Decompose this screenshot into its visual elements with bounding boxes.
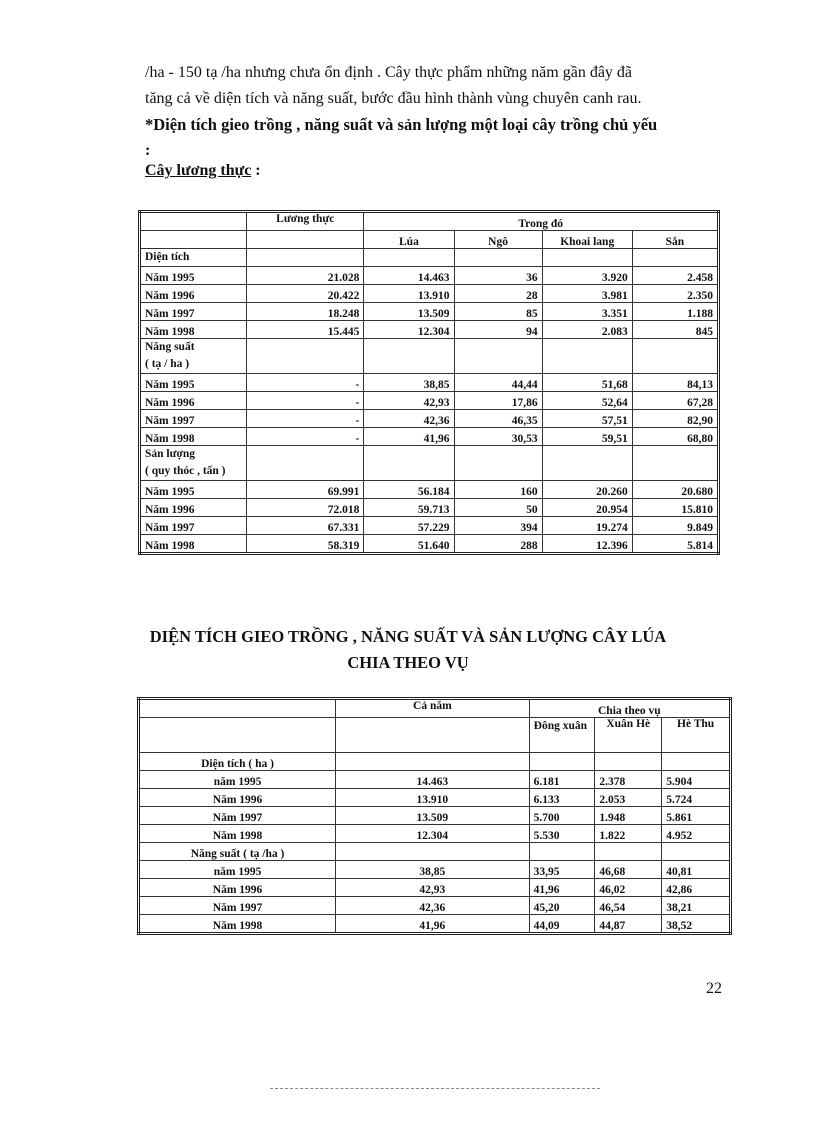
subheader-rice: Lúa — [364, 231, 454, 249]
rice-by-season-table — [137, 697, 732, 935]
value-cell: 40,81 — [662, 861, 731, 879]
value-cell: - — [247, 392, 364, 410]
food-crops-table — [138, 210, 720, 555]
value-cell: 5.530 — [529, 825, 595, 843]
row-label: Năm 1997 — [140, 517, 247, 535]
value-cell: 58.319 — [247, 535, 364, 554]
empty-cell — [247, 446, 364, 481]
table-row — [139, 879, 731, 897]
subheader-winter-spring: Đông xuân — [529, 718, 595, 753]
value-cell: 57,51 — [542, 410, 632, 428]
row-label: Năm 1998 — [139, 825, 336, 843]
row-label: Năm 1996 — [140, 392, 247, 410]
empty-cell — [364, 249, 454, 267]
value-cell: 17,86 — [454, 392, 542, 410]
value-cell: 44,09 — [529, 915, 595, 934]
row-label: Năm 1995 — [140, 481, 247, 499]
empty-cell — [542, 446, 632, 481]
row-label: Năm 1997 — [140, 410, 247, 428]
value-cell: 1.948 — [595, 807, 662, 825]
table-row — [140, 481, 719, 499]
section-row — [140, 339, 719, 374]
empty-cell — [336, 753, 530, 771]
intro-line-2: tăng cả về diện tích và năng suất, bước đầu hình thành vùng chuyên canh rau. — [145, 90, 642, 107]
value-cell: 2.083 — [542, 321, 632, 339]
empty-cell — [662, 843, 731, 861]
value-cell: 46,02 — [595, 879, 662, 897]
row-label: Năm 1995 — [140, 374, 247, 392]
section-title-line: ( tạ / ha ) — [145, 358, 190, 370]
value-cell: 12.396 — [542, 535, 632, 554]
value-cell: 68,80 — [632, 428, 718, 446]
row-label: Năm 1998 — [140, 321, 247, 339]
value-cell: 46,68 — [595, 861, 662, 879]
empty-cell — [454, 339, 542, 374]
empty-cell — [595, 753, 662, 771]
row-label: năm 1995 — [139, 771, 336, 789]
value-cell: 1.188 — [632, 303, 718, 321]
value-cell: 20.260 — [542, 481, 632, 499]
value-cell: 14.463 — [364, 267, 454, 285]
value-cell: - — [247, 428, 364, 446]
section-title-line: Diện tích — [145, 251, 190, 263]
table-row — [139, 771, 731, 789]
value-cell: 85 — [454, 303, 542, 321]
value-cell: 5.700 — [529, 807, 595, 825]
value-cell: 44,87 — [595, 915, 662, 934]
value-cell: 41,96 — [529, 879, 595, 897]
subheader-empty — [140, 231, 247, 249]
row-label: Năm 1996 — [139, 789, 336, 807]
value-cell: - — [247, 410, 364, 428]
table2-title-line-1: DIỆN TÍCH GIEO TRỒNG , NĂNG SUẤT VÀ SẢN LƯỢNG CÂY LÚA — [149, 627, 667, 646]
value-cell: 42,36 — [364, 410, 454, 428]
value-cell: 3.920 — [542, 267, 632, 285]
value-cell: 41,96 — [364, 428, 454, 446]
value-cell: 44,44 — [454, 374, 542, 392]
value-cell: 13.910 — [364, 285, 454, 303]
empty-cell — [595, 843, 662, 861]
value-cell: 845 — [632, 321, 718, 339]
value-cell: 42,36 — [336, 897, 530, 915]
value-cell: 5.904 — [662, 771, 731, 789]
footer-dash-line — [270, 1088, 600, 1089]
value-cell: 42,93 — [336, 879, 530, 897]
value-cell: 2.350 — [632, 285, 718, 303]
subheader-empty — [247, 231, 364, 249]
empty-cell — [632, 339, 718, 374]
section-heading-colon: : — [145, 142, 151, 159]
header-empty — [139, 699, 336, 718]
empty-cell — [454, 249, 542, 267]
empty-cell — [632, 249, 718, 267]
table-row — [140, 267, 719, 285]
value-cell: 52,64 — [542, 392, 632, 410]
value-cell: 30,53 — [454, 428, 542, 446]
table-row — [140, 410, 719, 428]
empty-cell — [336, 843, 530, 861]
empty-cell — [529, 843, 595, 861]
subheader-empty — [139, 718, 336, 753]
table-subheader-row — [139, 718, 731, 753]
value-cell: 19.274 — [542, 517, 632, 535]
value-cell: 13.509 — [336, 807, 530, 825]
header-total: Cả năm — [336, 699, 530, 718]
row-label: Năm 1996 — [139, 879, 336, 897]
value-cell: 59.713 — [364, 499, 454, 517]
section-row — [140, 249, 719, 267]
table-row — [140, 374, 719, 392]
section-row — [139, 753, 731, 771]
section-title-line: ( quy thóc , tấn ) — [145, 465, 226, 477]
value-cell: 38,21 — [662, 897, 731, 915]
value-cell: 5.724 — [662, 789, 731, 807]
row-label: Năm 1996 — [140, 285, 247, 303]
row-label: Năm 1997 — [139, 807, 336, 825]
table-header-row — [139, 699, 731, 718]
value-cell: 5.814 — [632, 535, 718, 554]
value-cell: 33,95 — [529, 861, 595, 879]
row-label: Năm 1997 — [140, 303, 247, 321]
table-row — [140, 285, 719, 303]
value-cell: 42,86 — [662, 879, 731, 897]
value-cell: 1.822 — [595, 825, 662, 843]
value-cell: 67.331 — [247, 517, 364, 535]
value-cell: - — [247, 374, 364, 392]
value-cell: 57.229 — [364, 517, 454, 535]
header-group: Trong đó — [364, 212, 719, 231]
value-cell: 15.445 — [247, 321, 364, 339]
value-cell: 2.458 — [632, 267, 718, 285]
section-title: Diện tích ( ha ) — [139, 753, 336, 771]
empty-cell — [247, 339, 364, 374]
value-cell: 3.351 — [542, 303, 632, 321]
value-cell: 20.954 — [542, 499, 632, 517]
value-cell: 2.378 — [595, 771, 662, 789]
value-cell: 18.248 — [247, 303, 364, 321]
subheader-spring-summer: Xuân Hè — [595, 718, 662, 753]
empty-cell — [529, 753, 595, 771]
table-row — [140, 321, 719, 339]
table-subheader-row — [140, 231, 719, 249]
section-row — [139, 843, 731, 861]
value-cell: 42,93 — [364, 392, 454, 410]
section-title — [140, 249, 247, 267]
empty-cell — [662, 753, 731, 771]
value-cell: 5.861 — [662, 807, 731, 825]
value-cell: 69.991 — [247, 481, 364, 499]
empty-cell — [542, 339, 632, 374]
value-cell: 20.422 — [247, 285, 364, 303]
value-cell: 41,96 — [336, 915, 530, 934]
value-cell: 38,52 — [662, 915, 731, 934]
table-row — [139, 915, 731, 934]
empty-cell — [542, 249, 632, 267]
value-cell: 13.910 — [336, 789, 530, 807]
section-title — [140, 339, 247, 374]
section-row — [140, 446, 719, 481]
value-cell: 14.463 — [336, 771, 530, 789]
subheader-empty — [336, 718, 530, 753]
value-cell: 3.981 — [542, 285, 632, 303]
intro-line-1: /ha - 150 tạ /ha nhưng chưa ổn định . Cây thực phẩm những năm gần đây đã — [145, 64, 633, 81]
value-cell: 46,54 — [595, 897, 662, 915]
value-cell: 394 — [454, 517, 542, 535]
table-header-row — [140, 212, 719, 231]
table-row — [139, 897, 731, 915]
value-cell: 9.849 — [632, 517, 718, 535]
value-cell: 82,90 — [632, 410, 718, 428]
value-cell: 160 — [454, 481, 542, 499]
subheading-food-crops — [145, 162, 261, 180]
value-cell: 38,85 — [364, 374, 454, 392]
subheading-suffix: : — [251, 162, 261, 179]
subheader-cassava: Sắn — [632, 231, 718, 249]
value-cell: 45,20 — [529, 897, 595, 915]
value-cell: 6.133 — [529, 789, 595, 807]
value-cell: 38,85 — [336, 861, 530, 879]
value-cell: 36 — [454, 267, 542, 285]
value-cell: 59,51 — [542, 428, 632, 446]
value-cell: 288 — [454, 535, 542, 554]
empty-cell — [247, 249, 364, 267]
value-cell: 51.640 — [364, 535, 454, 554]
table-row — [140, 499, 719, 517]
table-row — [139, 861, 731, 879]
table2-title — [110, 624, 706, 676]
value-cell: 15.810 — [632, 499, 718, 517]
table-row — [140, 303, 719, 321]
value-cell: 6.181 — [529, 771, 595, 789]
table-row — [140, 428, 719, 446]
empty-cell — [632, 446, 718, 481]
value-cell: 2.053 — [595, 789, 662, 807]
page-number: 22 — [706, 980, 722, 997]
subheader-sweet-potato: Khoai lang — [542, 231, 632, 249]
table-row — [139, 789, 731, 807]
table2-title-line-2: CHIA THEO VỤ — [347, 653, 469, 672]
row-label: Năm 1997 — [139, 897, 336, 915]
value-cell: 12.304 — [364, 321, 454, 339]
header-empty — [140, 212, 247, 231]
value-cell: 94 — [454, 321, 542, 339]
table-row — [139, 825, 731, 843]
section-title-line: Năng suất — [145, 341, 195, 353]
value-cell: 51,68 — [542, 374, 632, 392]
value-cell: 56.184 — [364, 481, 454, 499]
table-row — [140, 392, 719, 410]
section-title: Năng suất ( tạ /ha ) — [139, 843, 336, 861]
table-row — [140, 517, 719, 535]
table-row — [140, 535, 719, 554]
empty-cell — [364, 446, 454, 481]
value-cell: 50 — [454, 499, 542, 517]
subheader-corn: Ngô — [454, 231, 542, 249]
row-label: Năm 1998 — [140, 535, 247, 554]
value-cell: 46,35 — [454, 410, 542, 428]
value-cell: 4.952 — [662, 825, 731, 843]
row-label: Năm 1998 — [139, 915, 336, 934]
table-row — [139, 807, 731, 825]
row-label: Năm 1995 — [140, 267, 247, 285]
subheading-label: Cây lương thực — [145, 162, 252, 179]
empty-cell — [454, 446, 542, 481]
value-cell: 28 — [454, 285, 542, 303]
value-cell: 13.509 — [364, 303, 454, 321]
value-cell: 12.304 — [336, 825, 530, 843]
value-cell: 72.018 — [247, 499, 364, 517]
empty-cell — [364, 339, 454, 374]
row-label: Năm 1996 — [140, 499, 247, 517]
value-cell: 67,28 — [632, 392, 718, 410]
row-label: Năm 1998 — [140, 428, 247, 446]
value-cell: 20.680 — [632, 481, 718, 499]
value-cell: 84,13 — [632, 374, 718, 392]
row-label: năm 1995 — [139, 861, 336, 879]
section-title-line: Sản lượng — [145, 448, 196, 460]
value-cell: 21.028 — [247, 267, 364, 285]
section-title — [140, 446, 247, 481]
header-total: Lương thực — [247, 212, 364, 231]
section-heading: *Diện tích gieo trồng , năng suất và sản lượng một loại cây trồng chủ yếu — [145, 115, 658, 134]
header-group: Chia theo vụ — [529, 699, 730, 718]
subheader-summer-autumn: Hè Thu — [662, 718, 731, 753]
